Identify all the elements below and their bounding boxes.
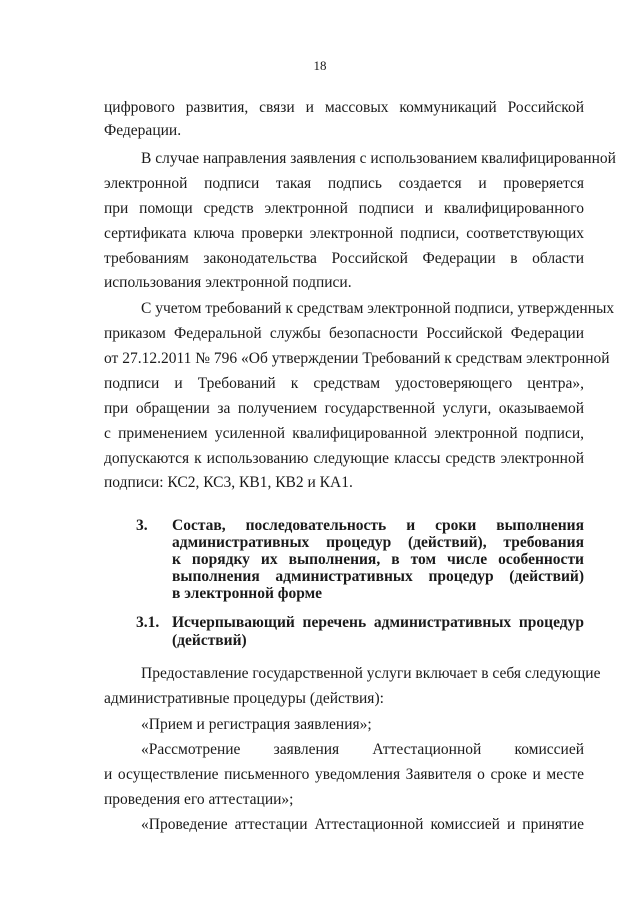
subsection-heading-line: Исчерпывающий перечень административных процедур xyxy=(172,614,584,631)
text-line: административные процедуры (действия): xyxy=(104,690,384,707)
text-line: от 27.12.2011 № 796 «Об утверждении Требований к средствам электронной xyxy=(104,350,610,367)
text-line: и осуществление письменного уведомления Заявителя о сроке и месте xyxy=(104,766,584,783)
section-number: 3. xyxy=(136,517,148,534)
section-heading-line: выполнения административных процедур (действий) xyxy=(172,568,584,585)
section-heading-line: в электронной форме xyxy=(172,585,323,602)
text-line: допускаются к использованию следующие классы средств электронной xyxy=(104,450,584,467)
paragraph-first-line: С учетом требований к средствам электронной подписи, утвержденных xyxy=(141,300,615,317)
text-line: использования электронной подписи. xyxy=(104,274,352,291)
subsection-number: 3.1. xyxy=(136,614,160,631)
paragraph-first-line: Предоставление государственной услуги включает в себя следующие xyxy=(141,665,601,682)
list-item: «Проведение аттестации Аттестационной комиссией и принятие xyxy=(141,816,584,833)
list-item: «Прием и регистрация заявления»; xyxy=(141,716,372,733)
section-heading-line: к порядку их выполнения, в том числе особенности xyxy=(172,551,584,568)
text-line: при помощи средств электронной подписи и квалифицированного xyxy=(104,200,584,217)
section-heading-line: административных процедур (действий), требования xyxy=(172,534,584,551)
text-line: сертификата ключа проверки электронной подписи, соответствующих xyxy=(104,225,584,242)
subsection-heading-line: (действий) xyxy=(172,632,247,649)
section-heading-line: Состав, последовательность и сроки выполнения xyxy=(172,517,584,534)
text-line: Федерации. xyxy=(104,122,182,139)
text-line: при обращении за получением государственной услуги, оказываемой xyxy=(104,400,584,417)
text-line: цифрового развития, связи и массовых коммуникаций Российской xyxy=(104,99,584,116)
text-line: электронной подписи такая подпись создается и проверяется xyxy=(104,175,584,192)
text-line: требованиям законодательства Российской Федерации в области xyxy=(104,250,584,267)
page-number: 18 xyxy=(313,58,327,73)
list-item: «Рассмотрение заявления Аттестационной комиссией xyxy=(141,741,584,758)
text-line: проведения его аттестации»; xyxy=(104,791,294,808)
text-line: с применением усиленной квалифицированной электронной подписи, xyxy=(104,425,584,442)
text-line: приказом Федеральной службы безопасности Российской Федерации xyxy=(104,325,584,342)
paragraph-first-line: В случае направления заявления с использованием квалифицированной xyxy=(141,150,616,167)
text-line: подписи: КС2, КС3, КВ1, КВ2 и КА1. xyxy=(104,474,353,491)
text-line: подписи и Требований к средствам удостоверяющего центра», xyxy=(104,375,584,392)
